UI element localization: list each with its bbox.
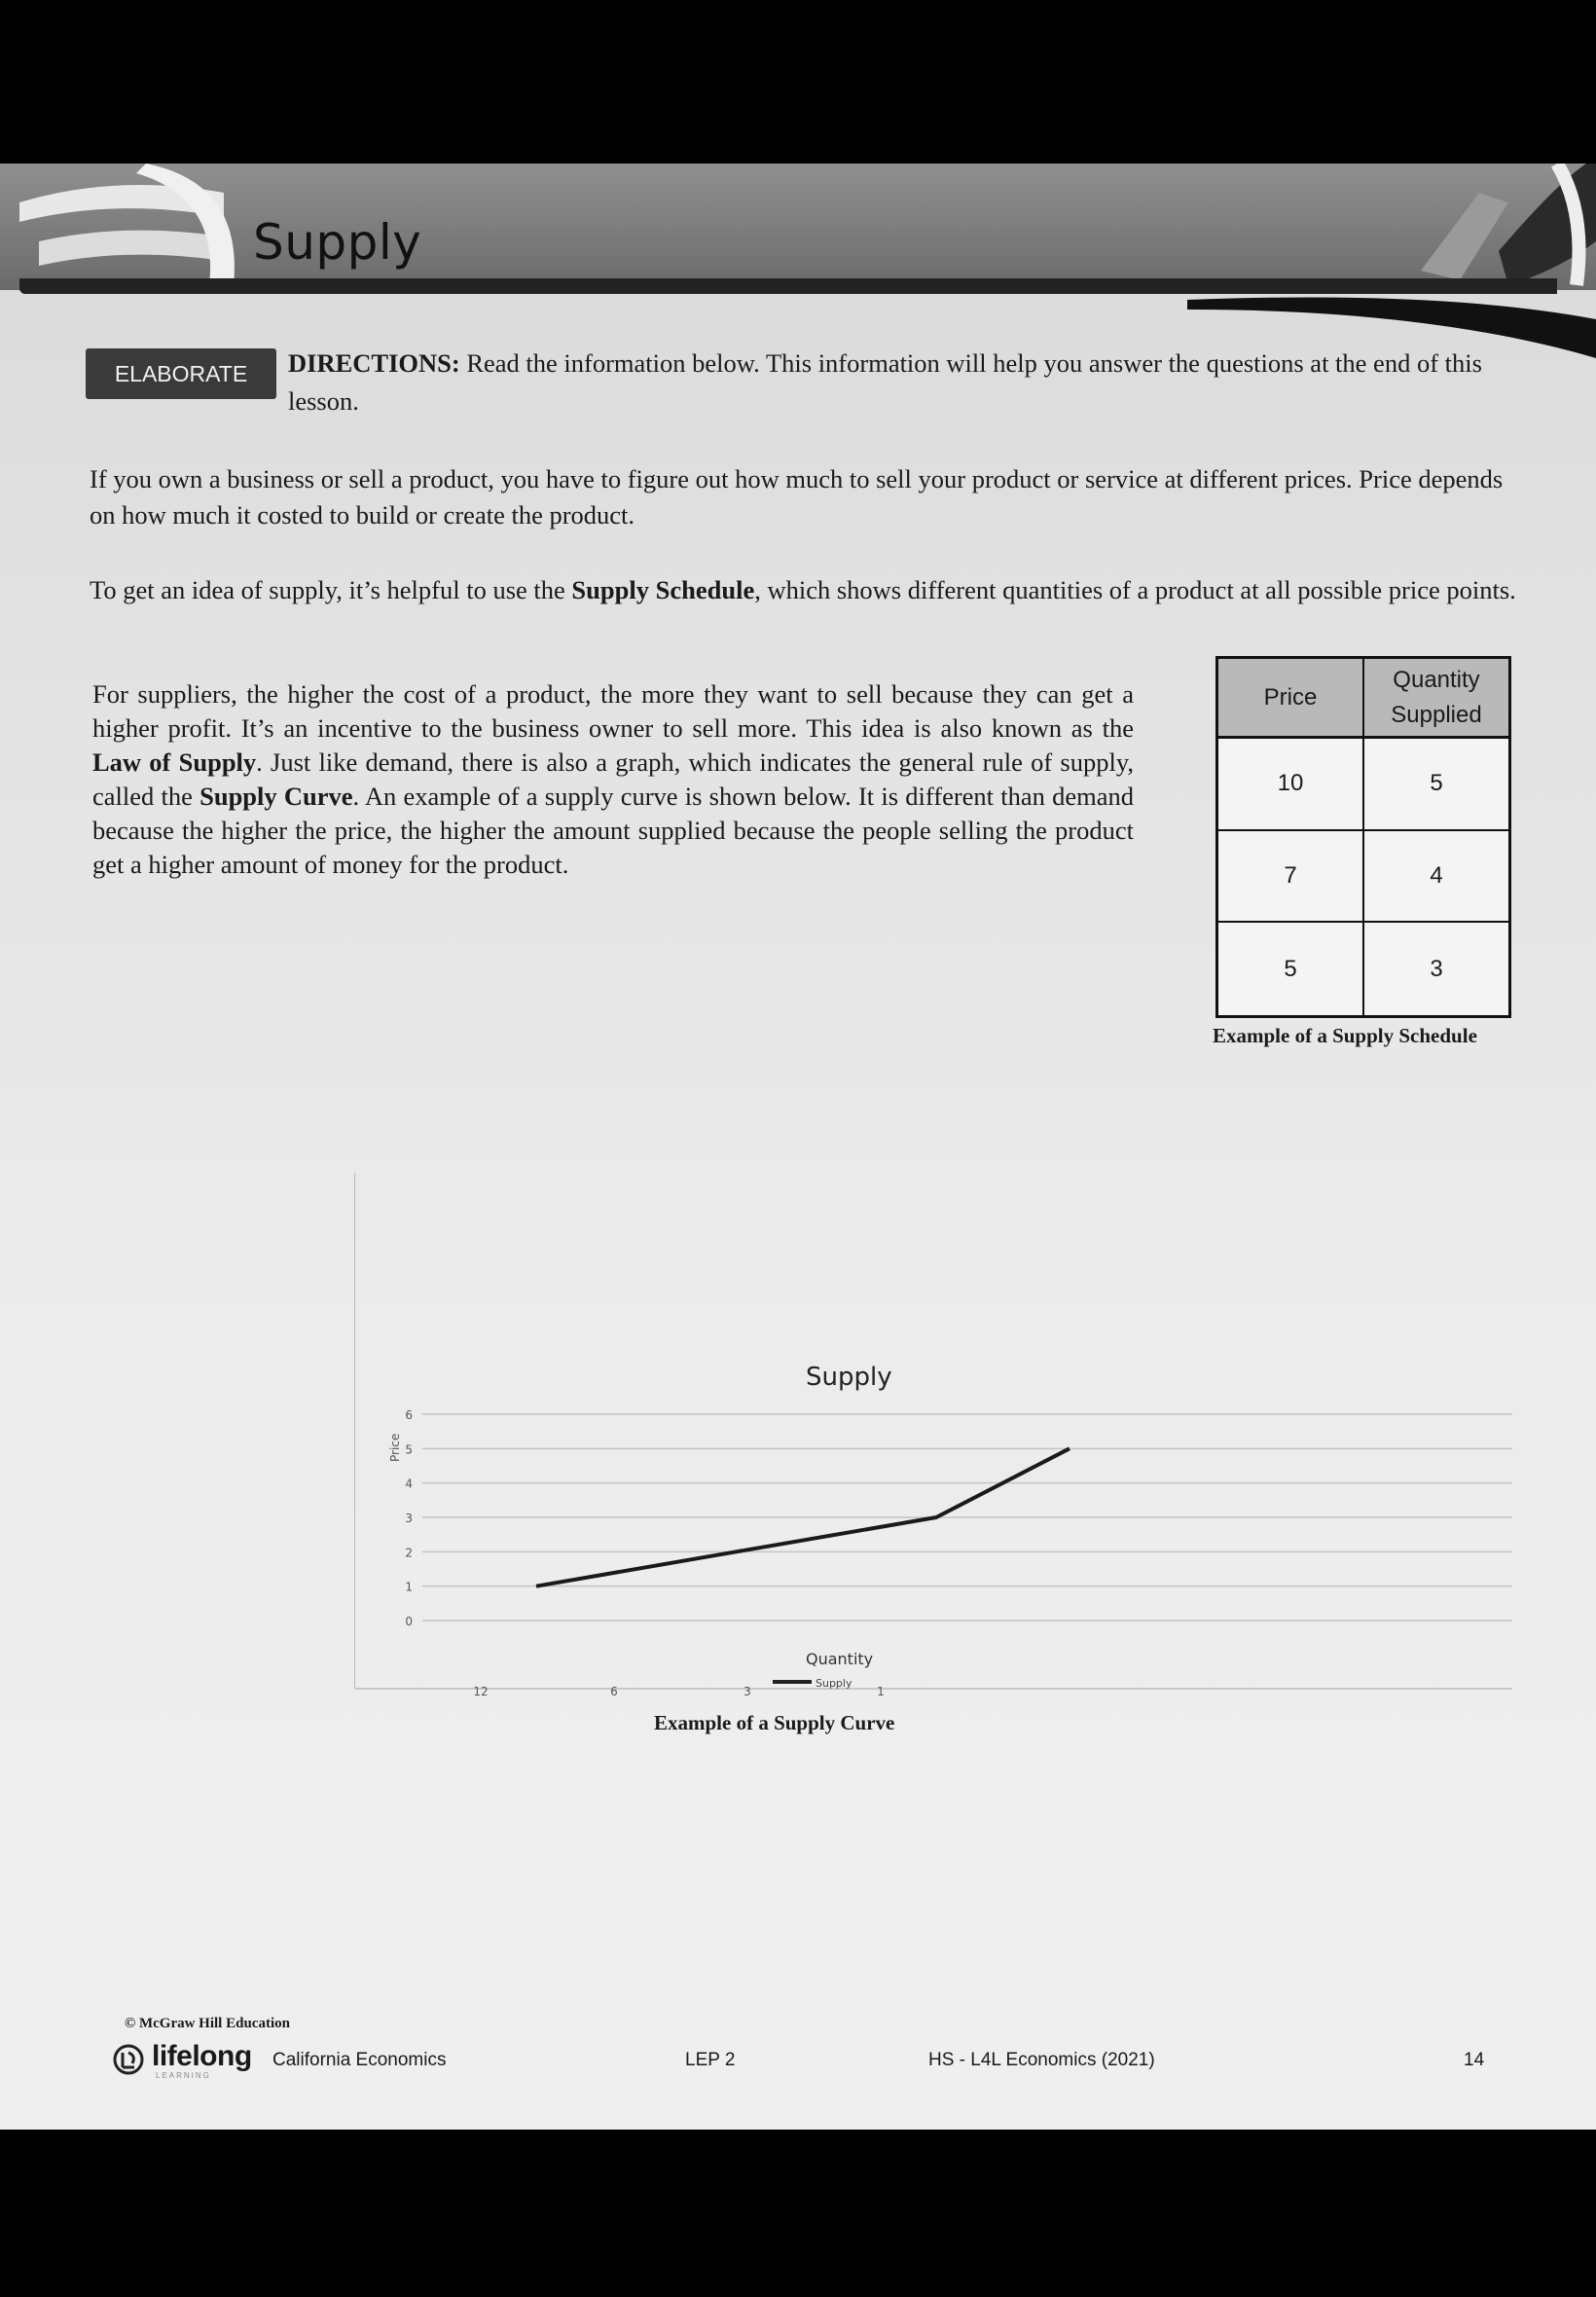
schedule-caption: Example of a Supply Schedule bbox=[1213, 1024, 1477, 1047]
directions-body: Read the information below. This information will help you answer the questions at the end of this lesson. bbox=[288, 348, 1482, 416]
schedule-paragraph-part: , which shows different quantities of a product at all possible price points. bbox=[754, 575, 1516, 604]
directions-text bbox=[288, 345, 1514, 420]
supply-chart bbox=[354, 1173, 1512, 1698]
law-of-supply-paragraph bbox=[92, 677, 1134, 882]
table-cell-quantity: 4 bbox=[1364, 831, 1508, 924]
course-code: HS - L4L Economics (2021) bbox=[928, 2050, 1155, 2070]
table-cell-price: 10 bbox=[1218, 739, 1364, 831]
course-name: California Economics bbox=[272, 2050, 447, 2070]
table-cell-quantity: 3 bbox=[1364, 923, 1508, 1015]
logo-wordmark: lifelong bbox=[152, 2040, 252, 2072]
page-number: 14 bbox=[1464, 2050, 1485, 2070]
copyright: © McGraw Hill Education bbox=[125, 2016, 290, 2031]
lifelong-logo-icon bbox=[113, 2044, 144, 2075]
legend-label: Supply bbox=[816, 1677, 852, 1690]
chart-y-label: Price bbox=[388, 1433, 402, 1462]
table-header-quantity bbox=[1364, 659, 1508, 739]
footer bbox=[113, 2040, 1495, 2079]
law-paragraph-part: . An example of a supply curve is shown below. It is different than demand because the higher the price, the higher the amount supplied because the people selling the product get a higher amount of money for the product. bbox=[92, 782, 1134, 879]
chart-x-tick-label: 12 bbox=[473, 1685, 489, 1698]
table-cell-quantity: 5 bbox=[1364, 739, 1508, 831]
chart-x-tick-label: 3 bbox=[744, 1685, 751, 1698]
header-divider bbox=[19, 278, 1557, 294]
level-label: LEP 2 bbox=[685, 2050, 736, 2070]
chart-y-tick-label: 6 bbox=[405, 1408, 413, 1422]
page-title: Supply bbox=[253, 214, 422, 271]
supply-curve-term: Supply Curve bbox=[200, 782, 353, 811]
table-cell-price: 5 bbox=[1218, 923, 1364, 1015]
chart-x-label: Quantity bbox=[806, 1650, 874, 1668]
supply-schedule-table bbox=[1215, 656, 1511, 1018]
table-cell-price: 7 bbox=[1218, 831, 1364, 924]
chart-x-tick-label: 6 bbox=[610, 1685, 618, 1698]
worksheet-page bbox=[0, 164, 1596, 2130]
intro-paragraph: If you own a business or sell a product, you have to figure out how much to sell your product or service at different prices. Price depends on how much it costed to build or create the product. bbox=[90, 464, 1504, 529]
chart-x-tick-label: 1 bbox=[877, 1685, 885, 1698]
law-of-supply-term: Law of Supply bbox=[92, 747, 257, 777]
directions-label: DIRECTIONS: bbox=[288, 348, 460, 378]
swirl-logo-icon bbox=[0, 164, 253, 285]
chart-y-tick-label: 3 bbox=[405, 1512, 413, 1525]
elaborate-badge: ELABORATE bbox=[86, 348, 276, 399]
law-paragraph-part: . Just like demand, there is also a graph, which indicates the general rule of supply, called the bbox=[92, 747, 1134, 811]
schedule-paragraph bbox=[90, 572, 1530, 608]
schedule-paragraph-part: To get an idea of supply, it’s helpful to use the bbox=[90, 575, 572, 604]
chart-title: Supply bbox=[806, 1363, 892, 1392]
logo-subtitle: LEARNING bbox=[156, 2071, 211, 2080]
chart-y-tick-label: 0 bbox=[405, 1615, 413, 1628]
chart-y-tick-label: 4 bbox=[405, 1477, 413, 1491]
supply-schedule-term: Supply Schedule bbox=[571, 575, 755, 604]
table-header-price: Price bbox=[1218, 659, 1364, 739]
quantity-supplied-label: Quantity Supplied bbox=[1391, 666, 1482, 728]
chart-y-tick-label: 5 bbox=[405, 1442, 413, 1457]
chart-caption: Example of a Supply Curve bbox=[654, 1711, 895, 1734]
chart-y-tick-label: 2 bbox=[405, 1546, 413, 1560]
chart-y-tick-label: 1 bbox=[405, 1580, 413, 1594]
law-paragraph-part: For suppliers, the higher the cost of a product, the more they want to sell because they can get a higher profit. It’s an incentive to the business owner to sell more. This idea is also known as the bbox=[92, 679, 1134, 743]
